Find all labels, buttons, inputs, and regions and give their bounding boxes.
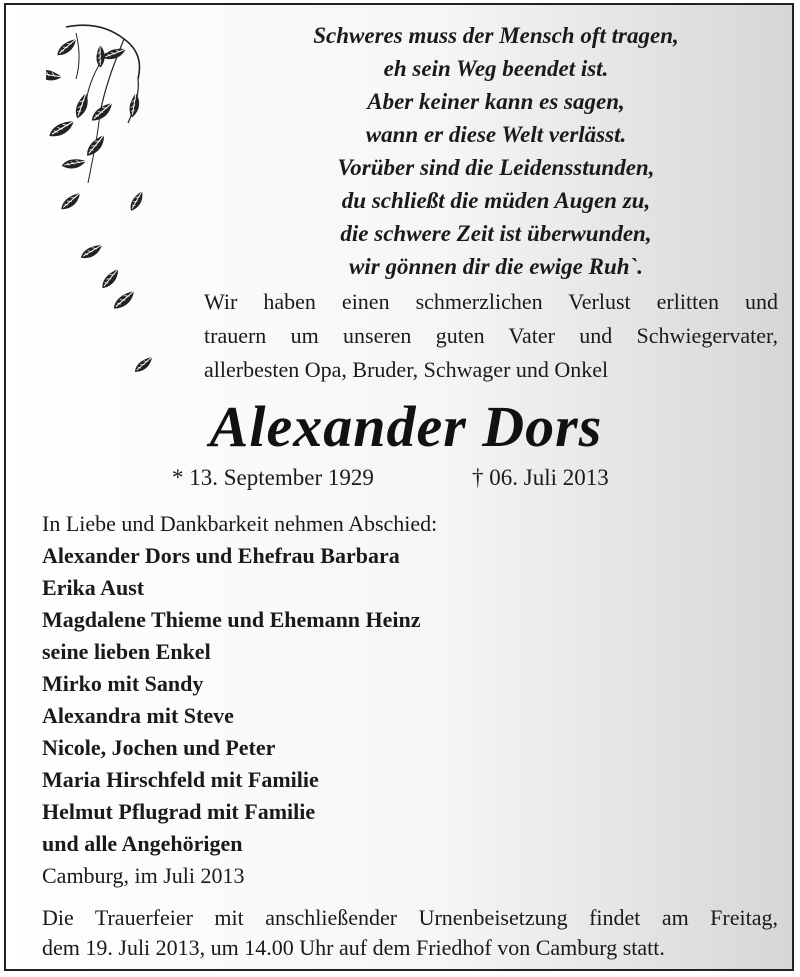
mourner-entry: Mirko mit Sandy <box>42 671 204 696</box>
mourner-entry: und alle Angehörigen <box>42 831 243 856</box>
mourner-entry: Nicole, Jochen und Peter <box>42 735 276 760</box>
deceased-name: Alexander Dors <box>209 394 603 459</box>
intro-line: allerbesten Opa, Bruder, Schwager und Onkel <box>204 357 609 382</box>
poem <box>246 19 746 283</box>
mourner-entry: Alexander Dors und Ehefrau Barbara <box>42 543 400 568</box>
poem-line: Vorüber sind die Leidensstunden, <box>337 155 655 180</box>
poem-line: eh sein Weg beendet ist. <box>383 56 609 81</box>
mourner-entry: Helmut Pflugrad mit Familie <box>42 799 316 824</box>
poem-line: wann er diese Welt verlässt. <box>365 122 627 147</box>
intro-line: trauern um unseren guten Vater und Schwiegervater, <box>204 323 778 348</box>
intro-line: Wir haben einen schmerzlichen Verlust erlitten und <box>204 289 778 314</box>
notice-line: Die Trauerfeier mit anschließender Urnenbeisetzung findet am Freitag, <box>42 905 778 930</box>
poem-line: du schließt die müden Augen zu, <box>341 188 651 213</box>
mourner-entry: Magdalene Thieme und Ehemann Heinz <box>42 607 421 632</box>
mourner-entry: Alexandra mit Steve <box>42 703 234 728</box>
mourner-entry: Erika Aust <box>42 575 145 600</box>
intro-text <box>204 285 778 387</box>
mourners-list <box>42 540 437 860</box>
death-date: † 06. Juli 2013 <box>472 465 609 490</box>
poem-line: Schweres muss der Mensch oft tragen, <box>313 23 679 48</box>
obituary-card <box>4 3 794 971</box>
poem-line: Aber keiner kann es sagen, <box>367 89 625 114</box>
farewell-line: In Liebe und Dankbarkeit nehmen Abschied: <box>42 511 438 536</box>
mourner-entry: Maria Hirschfeld mit Familie <box>42 767 319 792</box>
poem-line: wir gönnen dir die ewige Ruh`. <box>349 254 643 279</box>
birth-date: * 13. September 1929 <box>172 465 374 490</box>
poem-line: die schwere Zeit ist überwunden, <box>340 221 652 246</box>
place-date: Camburg, im Juli 2013 <box>42 863 245 888</box>
mourners-section <box>42 508 437 860</box>
notice-line: dem 19. Juli 2013, um 14.00 Uhr auf dem Friedhof von Camburg statt. <box>42 935 665 960</box>
funeral-notice <box>42 903 778 963</box>
mourner-entry: seine lieben Enkel <box>42 639 211 664</box>
birch-leaves-illustration <box>46 13 196 373</box>
